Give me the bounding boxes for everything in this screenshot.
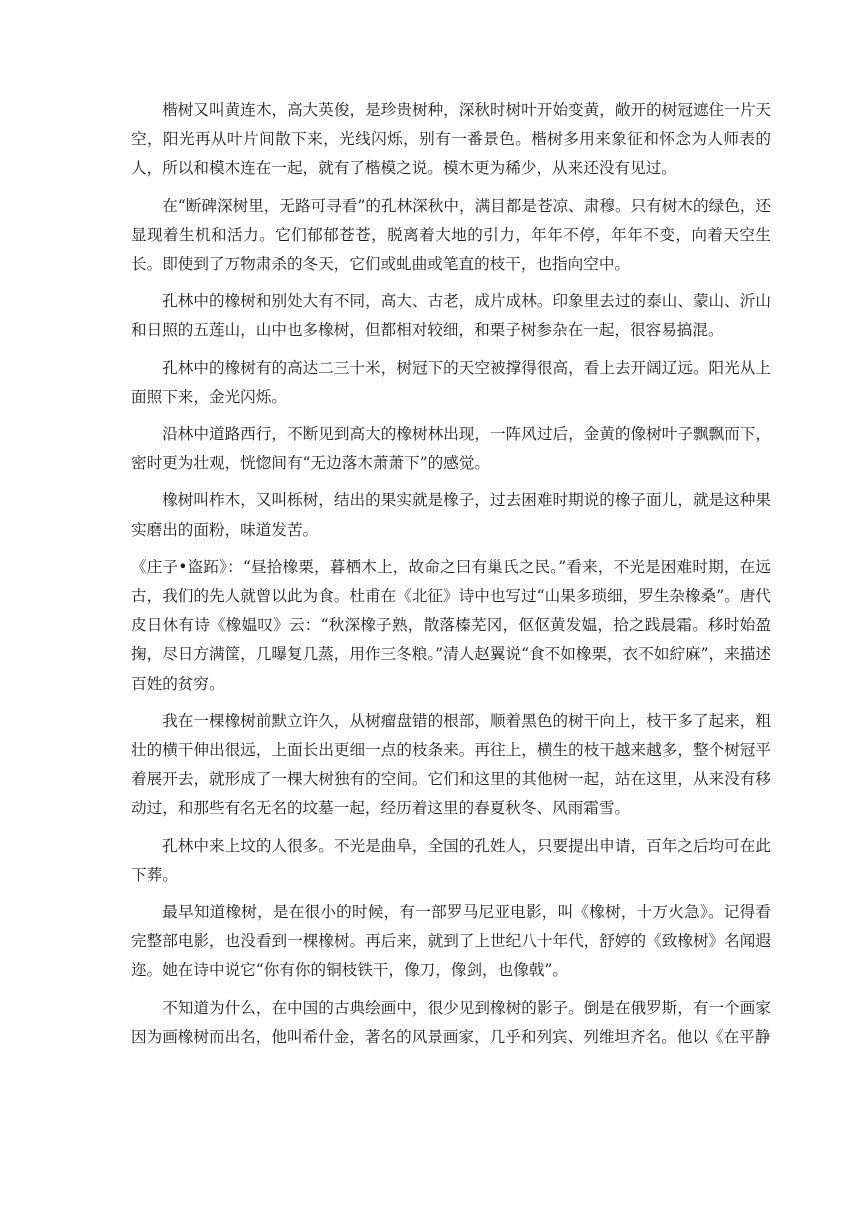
paragraph-oak-height: 孔林中的橡树有的高达二三十米，树冠下的天空被撑得很高，看上去开阔辽远。阳光从上面照下来，金光闪烁。 — [131, 358, 771, 406]
article-body — [131, 96, 771, 1060]
paragraph-standing-oak: 我在一棵橡树前默立许久，从树瘤盘错的根部，顺着黑色的树干向上，枝干多了起来，粗壮的横干伸出很远，上面长出更细一点的枝条来。再往上，横生的枝干越来越多，整个树冠平着展开去，就形成了一棵大树独有的空间。它们和这里的其他树一起，站在这里，从来没有移动过，和那些有名无名的坟墓一起，经历着这里的春夏秋冬、风雨霜雪。 — [131, 711, 771, 818]
paragraph-westward-walk: 沿林中道路西行，不断见到高大的橡树林出现，一阵风过后，金黄的像树叶子飘飘而下，密时更为壮观，恍惚间有“无边落木萧萧下”的感觉。 — [131, 425, 771, 473]
paragraph-oak-difference: 孔林中的橡树和别处大有不同，高大、古老，成片成林。印象里去过的泰山、蒙山、沂山和日照的五莲山，山中也多橡树，但都相对较细，和栗子树参杂在一起，很容易搞混。 — [131, 292, 771, 340]
paragraph-oak-names: 橡树叫柞木，又叫栎树，结出的果实就是橡子，过去困难时期说的橡子面儿，就是这种果实磨出的面粉，味道发苦。 — [131, 491, 771, 539]
paragraph-zhuangzi-quote: 《庄子•盗跖》：“昼拾橡栗，暮栖木上，故命之曰有巢氏之民。”看来，不光是困难时期，在远古，我们的先人就曾以此为食。杜甫在《北征》诗中也写过“山果多琐细，罗生杂橡桑”。唐代皮日休有诗《橡媪叹》云：“秋深橡子熟，散落榛芜冈，伛伛黄发媪，拾之践晨霜。移时始盈掬，尽日方满筐，几曝复几蒸，用作三冬粮。”清人赵翼说“食不如橡栗，衣不如紵麻”，来描述百姓的贫穷。 — [131, 557, 771, 693]
paragraph-kaishu: 楷树又叫黄连木，高大英俊，是珍贵树种，深秋时树叶开始变黄，敞开的树冠遮住一片天空，阳光再从叶片间散下来，光线闪烁，别有一番景色。楷树多用来象征和怀念为人师表的人，所以和模木连在一起，就有了楷模之说。模木更为稀少，从来还没有见过。 — [131, 101, 771, 178]
paragraph-konglin-autumn: 在“断碑深树里，无路可寻看”的孔林深秋中，满目都是苍凉、肃穆。只有树木的绿色，还显现着生机和活力。它们郁郁苍苍，脱离着大地的引力，年年不停，年年不变，向着天空生长。即使到了万物肃杀的冬天，它们或虬曲或笔直的枝干，也指向空中。 — [131, 196, 771, 274]
paragraph-painting: 不知道为什么，在中国的古典绘画中，很少见到橡树的影子。倒是在俄罗斯，有一个画家因为画橡树而出名，他叫希什金，著名的风景画家，几乎和列宾、列维坦齐名。他以《在平静 — [131, 998, 771, 1046]
paragraph-first-knowledge: 最早知道橡树，是在很小的时候，有一部罗马尼亚电影，叫《橡树，十万火急》。记得看完整部电影，也没看到一棵橡树。再后来，就到了上世纪八十年代，舒婷的《致橡树》名闻遐迩。她在诗中说它“你有你的铜枝铁干，像刀，像剑，也像戟”。 — [131, 903, 771, 980]
paragraph-visitors: 孔林中来上坟的人很多。不光是曲阜，全国的孔姓人，只要提出申请，百年之后均可在此下葬。 — [131, 836, 771, 884]
